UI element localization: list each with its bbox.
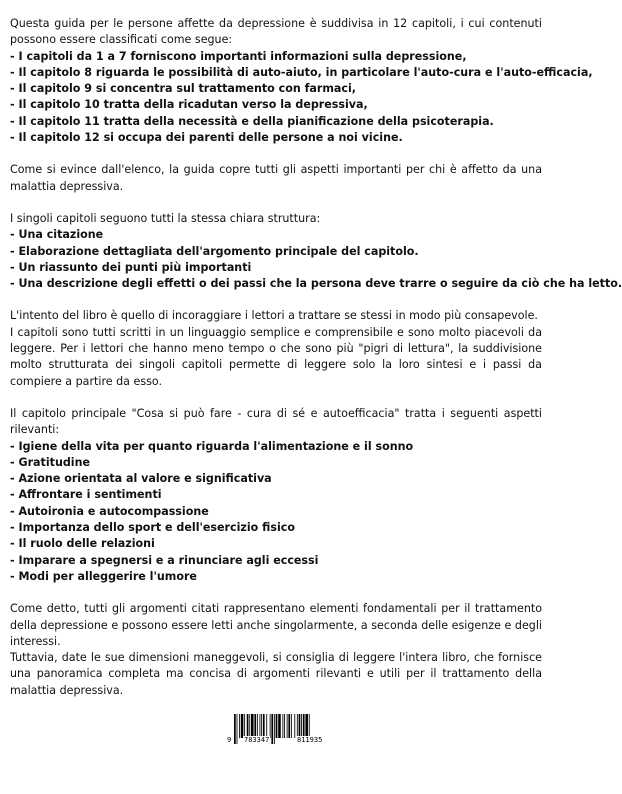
- spacer: [10, 195, 542, 211]
- list-item: - Il capitolo 8 riguarda le possibilità di auto-aiuto, in particolare l'auto-cura e l'auto-efficacia,: [10, 65, 593, 79]
- spacer: [10, 390, 542, 406]
- list-item: - Gratitudine: [10, 455, 91, 469]
- intro-paragraph: Questa guida per le persone affette da depressione è suddivisa in 12 capitoli, i cui contenuti possono essere classificati come segue:: [10, 17, 542, 47]
- list-item: - Il capitolo 11 tratta della necessità e della pianificazione della psicoterapia.: [10, 114, 494, 128]
- spacer: [10, 146, 542, 162]
- list-item: - Una descrizione degli effetti o dei passi che la persona deve trarre o seguire da ciò che ha letto.: [10, 277, 622, 291]
- list-item: - Igiene della vita per quanto riguarda l'alimentazione e il sonno: [10, 439, 414, 453]
- chapter-list: [10, 49, 593, 147]
- list-item: - Modi per alleggerire l'umore: [10, 569, 197, 583]
- intent-paragraph: L'intento del libro è quello di incoraggiare i lettori a trattare se stessi in modo più consapevole.: [10, 309, 538, 323]
- list-item: - Il capitolo 9 si concentra sul trattamento con farmaci,: [10, 82, 357, 96]
- list-item: - Imparare a spegnersi e a rinunciare agli eccessi: [10, 553, 319, 567]
- list-item: - Una citazione: [10, 228, 104, 242]
- recommendation-paragraph: Tuttavia, date le sue dimensioni maneggevoli, si consiglia di leggere l'intera libro, che fornisce una panoramica completa ma concisa di argomenti rilevanti e utili per il trattamento della malattia depressiva.: [10, 651, 542, 697]
- summary-paragraph: Come si evince dall'elenco, la guida copre tutti gli aspetti importanti per chi è affetto da una malattia depressiva.: [10, 163, 542, 193]
- structure-paragraph: I singoli capitoli seguono tutti la stessa chiara struttura:: [10, 211, 321, 225]
- barcode-digits-right: 811935: [297, 736, 323, 744]
- list-item: - Il ruolo delle relazioni: [10, 537, 155, 551]
- barcode: [226, 713, 346, 748]
- selfhelp-paragraph: Il capitolo principale "Cosa si può fare - cura di sé e autoefficacia" tratta i seguenti aspetti rilevanti:: [10, 406, 542, 437]
- list-item: - Autoironia e autocompassione: [10, 504, 209, 518]
- list-item: - Il capitolo 12 si occupa dei parenti delle persone a noi vicine.: [10, 131, 403, 145]
- list-item: - Elaborazione dettagliata dell'argomento principale del capitolo.: [10, 244, 419, 258]
- spacer: [10, 292, 542, 308]
- list-item: - I capitoli da 1 a 7 forniscono importanti informazioni sulla depressione,: [10, 49, 467, 63]
- list-item: - Importanza dello sport e dell'esercizio fisico: [10, 521, 295, 535]
- list-item: - Un riassunto dei punti più importanti: [10, 260, 252, 274]
- list-item: - Azione orientata al valore e significativa: [10, 472, 272, 486]
- conclusion-paragraph: Come detto, tutti gli argomenti citati rappresentano elementi fondamentali per il trattamento della depressione e possono essere letti anche singolarmente, a seconda delle esigenze e degli interessi.: [10, 602, 542, 648]
- structure-list: [10, 227, 622, 292]
- barcode-digits-left: 783347: [244, 736, 270, 744]
- list-item: - Il capitolo 10 tratta della ricadutan verso la depressiva,: [10, 98, 368, 112]
- page-body: [10, 16, 622, 699]
- style-paragraph: I capitoli sono tutti scritti in un linguaggio semplice e comprensibile e sono molto piacevoli da leggere. Per i lettori che hanno meno tempo o che sono più "pigri di lettura", la suddivisione molto strutturata dei singoli capitoli permette di leggere solo la loro sintesi e i passi da compiere a partire da esso.: [10, 325, 542, 388]
- barcode-digit-first: 9: [227, 736, 232, 744]
- list-item: - Affrontare i sentimenti: [10, 488, 162, 502]
- selfhelp-list: [10, 439, 542, 586]
- spacer: [10, 585, 542, 601]
